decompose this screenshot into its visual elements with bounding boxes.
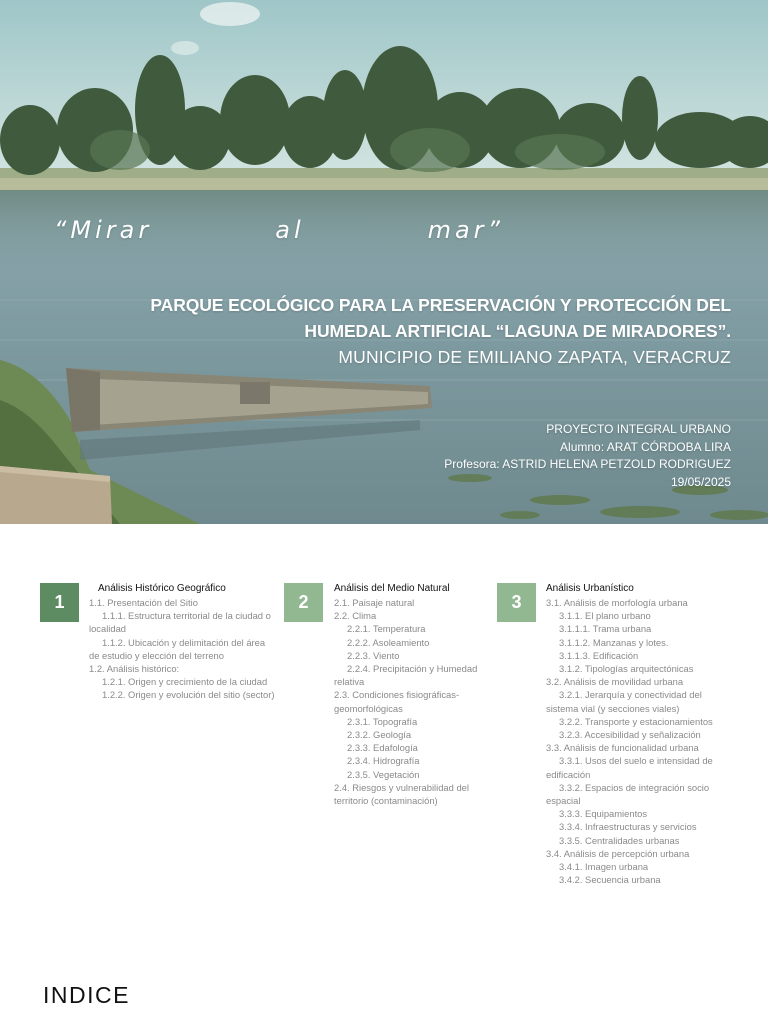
section-number-box-1 <box>40 583 79 622</box>
index-item: 1.1.2. Ubicación y delimitación del área de estudio y elección del terreno <box>89 636 266 661</box>
index-item: 2.2.1. Temperatura <box>347 623 426 635</box>
index-item: 3.1.2. Tipologías arquitectónicas <box>559 663 694 675</box>
index-item: 3.3.5. Centralidades urbanas <box>559 834 680 846</box>
index-item: 2.3.1. Topografía <box>347 715 418 727</box>
section-title: Análisis del Medio Natural <box>334 583 450 594</box>
section-column-1 <box>89 582 277 702</box>
index-item: 1.2. Análisis histórico: <box>89 663 180 675</box>
index-item: 2.1. Paisaje natural <box>334 597 415 608</box>
section-title: Análisis Urbanístico <box>546 583 634 594</box>
index-item: 2.2.3. Viento <box>347 649 400 661</box>
section-number: 3 <box>511 592 522 612</box>
section-number-box-2 <box>284 583 323 622</box>
tagline <box>54 216 504 244</box>
index-item: 3.2.2. Transporte y estacionamientos <box>559 715 713 727</box>
section-column-2 <box>334 582 484 807</box>
section-number: 1 <box>54 592 65 612</box>
project-title <box>71 292 731 370</box>
date: 19/05/2025 <box>670 474 731 489</box>
index-heading: INDICE <box>43 982 130 1008</box>
index-item: 3.2.3. Accesibilidad y señalización <box>559 729 701 741</box>
professor-name: Profesora: ASTRID HELENA PETZOLD RODRIGUEZ <box>444 457 731 471</box>
section-number-box-3 <box>497 583 536 622</box>
index-item: 2.3.2. Geología <box>347 729 412 741</box>
index-item: 3.1. Análisis de morfología urbana <box>546 597 688 608</box>
tagline-word-2: al <box>275 216 305 244</box>
title-line-3: MUNICIPIO DE EMILIANO ZAPATA, VERACRUZ <box>338 347 731 367</box>
index-item: 3.1.1. El plano urbano <box>559 610 651 622</box>
index-item: 3.3. Análisis de funcionalidad urbana <box>546 742 699 754</box>
course-name: PROYECTO INTEGRAL URBANO <box>546 422 731 436</box>
index-item: 3.3.3. Equipamientos <box>559 808 648 820</box>
index-item: 3.4.1. Imagen urbana <box>559 861 649 873</box>
index-item: 2.3.5. Vegetación <box>347 768 420 780</box>
tagline-word-1: “Mirar <box>54 216 153 244</box>
student-name: Alumno: ARAT CÓRDOBA LIRA <box>560 439 731 454</box>
title-line-2: HUMEDAL ARTIFICIAL “LAGUNA DE MIRADORES”. <box>304 321 731 341</box>
index-item: 2.4. Riesgos y vulnerabilidad del territorio (contaminación) <box>334 781 469 807</box>
index-item: 3.1.1.2. Manzanas y lotes. <box>559 636 669 648</box>
index-item: 3.3.2. Espacios de integración socio espacial <box>546 781 710 807</box>
index-item: 3.1.1.3. Edificación <box>559 649 639 661</box>
index-item: 3.3.4. Infraestructuras y servicios <box>559 821 697 833</box>
index-item: 3.2. Análisis de movilidad urbana <box>546 676 684 688</box>
tagline-word-3: mar” <box>427 216 504 244</box>
credits <box>311 421 731 491</box>
index-item: 1.1.1. Estructura territorial de la ciudad o localidad <box>89 610 271 635</box>
index-item: 2.3. Condiciones fisiográficas-geomorfológicas <box>334 689 460 714</box>
index-item: 1.1. Presentación del Sitio <box>89 597 198 608</box>
index-item: 2.2. Clima <box>334 610 377 622</box>
section-column-3 <box>546 582 716 886</box>
title-line-1: PARQUE ECOLÓGICO PARA LA PRESERVACIÓN Y PROTECCIÓN DEL <box>150 295 731 315</box>
index-item: 1.2.1. Origen y crecimiento de la ciudad <box>102 676 268 688</box>
index-item: 2.3.4. Hidrografía <box>347 755 420 767</box>
index-item: 1.2.2. Origen y evolución del sitio (sector) <box>102 689 275 701</box>
section-title: Análisis Histórico Geográfico <box>98 583 226 594</box>
index-item: 2.2.4. Precipitación y Humedad relativa <box>334 663 478 688</box>
index-item: 3.2.1. Jerarquía y conectividad del sistema vial (y secciones viales) <box>546 689 702 714</box>
index-item: 3.3.1. Usos del suelo e intensidad de edificación <box>546 755 713 780</box>
index-item: 3.4. Análisis de percepción urbana <box>546 847 690 859</box>
section-number: 2 <box>298 592 309 612</box>
index-item: 2.3.3. Edafología <box>347 742 418 754</box>
index-item: 3.4.2. Secuencia urbana <box>559 874 661 886</box>
index-item: 3.1.1.1. Trama urbana <box>559 623 652 635</box>
index-item: 2.2.2. Asoleamiento <box>347 636 430 648</box>
